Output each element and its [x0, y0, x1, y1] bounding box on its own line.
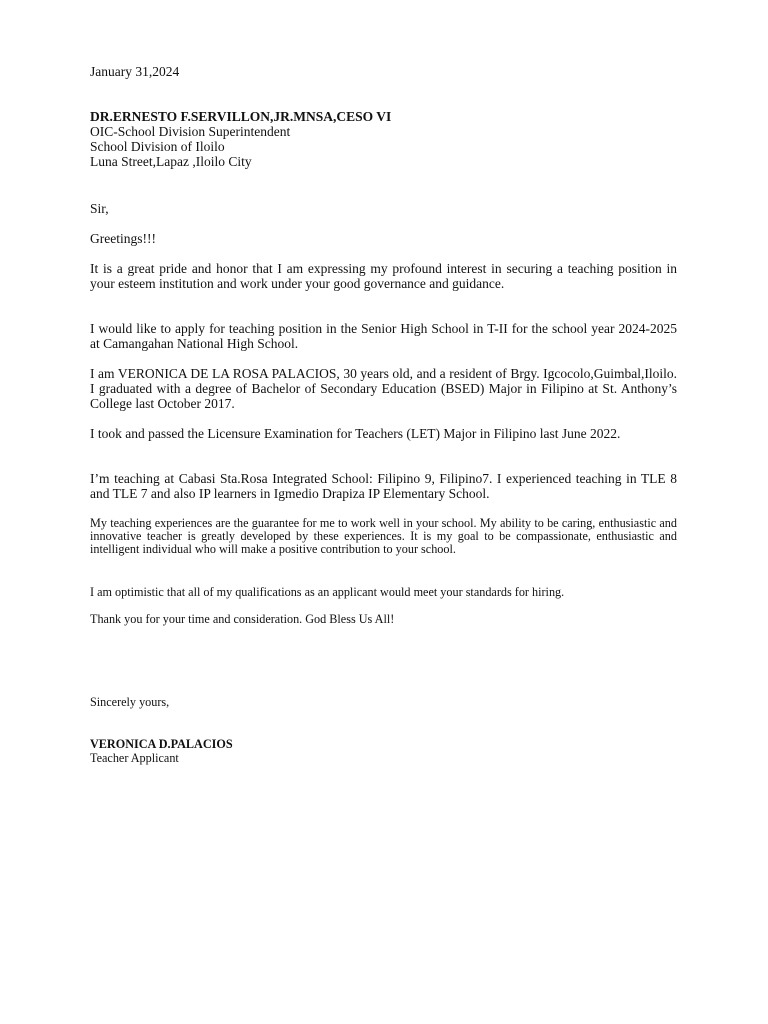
recipient-office: School Division of Iloilo: [90, 139, 225, 154]
paragraph-application: I would like to apply for teaching position in the Senior High School in T-II for the school year 2024-2025 at Camangahan National High School.: [90, 321, 677, 351]
paragraph-experience: I’m teaching at Cabasi Sta.Rosa Integrated School: Filipino 9, Filipino7. I experienced teaching in TLE 8 and TLE 7 and also IP learners in Igmedio Drapiza IP Elementary School.: [90, 471, 677, 501]
salutation: Sir,: [90, 201, 109, 216]
greeting: Greetings!!!: [90, 231, 156, 246]
paragraph-optimism: I am optimistic that all of my qualifications as an applicant would meet your standards for hiring.: [90, 585, 565, 599]
letter-date: January 31,2024: [90, 64, 180, 79]
paragraph-interest: It is a great pride and honor that I am expressing my profound interest in securing a teaching position in your esteem institution and work under your good governance and guidance.: [90, 261, 677, 291]
recipient-address: Luna Street,Lapaz ,Iloilo City: [90, 154, 252, 169]
paragraph-thanks: Thank you for your time and consideration. God Bless Us All!: [90, 612, 395, 626]
paragraph-introduction: I am VERONICA DE LA ROSA PALACIOS, 30 years old, and a resident of Brgy. Igcocolo,Guimbal,Iloilo. I graduated with a degree of Bachelor of Secondary Education (BSED) Major in Filipino at St. Anthony’s College last October 2017.: [90, 366, 677, 411]
closing: Sincerely yours,: [90, 695, 170, 709]
recipient-title: OIC-School Division Superintendent: [90, 124, 291, 139]
paragraph-licensure: I took and passed the Licensure Examination for Teachers (LET) Major in Filipino last June 2022.: [90, 426, 621, 441]
signatory-title: Teacher Applicant: [90, 751, 179, 765]
recipient-name: DR.ERNESTO F.SERVILLON,JR.MNSA,CESO VI: [90, 109, 392, 124]
signatory-name: VERONICA D.PALACIOS: [90, 737, 233, 751]
paragraph-qualities: My teaching experiences are the guarantee for me to work well in your school. My ability to be caring, enthusiastic and innovative teacher is greatly developed by these experiences. It is my goal to be compassionate, enthusiastic and intelligent individual who will make a positive contribution to your school.: [90, 516, 677, 556]
